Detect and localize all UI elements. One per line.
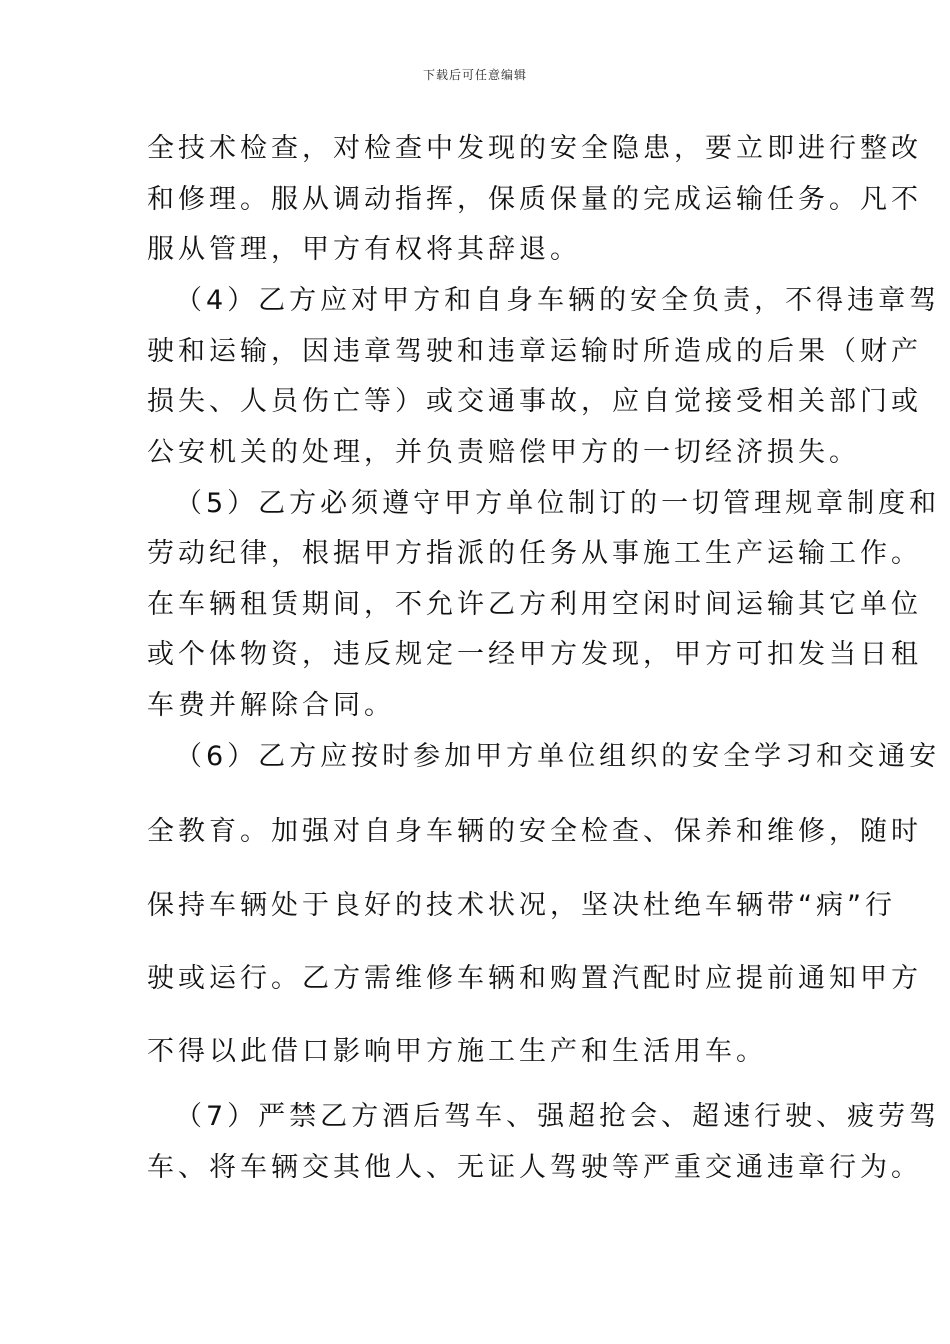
text-line: （6）乙方应按时参加甲方单位组织的安全学习和交通安 <box>175 741 941 772</box>
text-line: 或个体物资，违反规定一经甲方发现，甲方可扣发当日租 <box>147 639 922 670</box>
text-line: 不得以此借口影响甲方施工生产和生活用车。 <box>147 1036 767 1067</box>
text-line: 驶和运输，因违章驾驶和违章运输时所造成的后果（财产 <box>147 336 922 367</box>
text-line: （5）乙方必须遵守甲方单位制订的一切管理规章制度和 <box>175 488 941 519</box>
text-line: 和修理。服从调动指挥，保质保量的完成运输任务。凡不 <box>147 184 922 215</box>
text-line: 在车辆租赁期间，不允许乙方利用空闲时间运输其它单位 <box>147 589 922 620</box>
text-line: （7）严禁乙方酒后驾车、强超抢会、超速行驶、疲劳驾 <box>175 1101 941 1132</box>
text-line: 车费并解除合同。 <box>147 690 395 721</box>
text-line: 保持车辆处于良好的技术状况，坚决杜绝车辆带“病”行 <box>147 890 896 921</box>
text-line: 损失、人员伤亡等）或交通事故，应自觉接受相关部门或 <box>147 386 922 417</box>
text-line: 车、将车辆交其他人、无证人驾驶等严重交通违章行为。 <box>147 1152 922 1183</box>
text-line: 驶或运行。乙方需维修车辆和购置汽配时应提前通知甲方 <box>147 963 922 994</box>
text-line: 劳动纪律，根据甲方指派的任务从事施工生产运输工作。 <box>147 538 922 569</box>
text-line: 全教育。加强对自身车辆的安全检查、保养和维修，随时 <box>147 816 922 847</box>
text-line: （4）乙方应对甲方和自身车辆的安全负责，不得违章驾 <box>175 285 941 316</box>
page-header: 下载后可任意编辑 <box>422 68 527 82</box>
text-line: 服从管理，甲方有权将其辞退。 <box>147 234 581 265</box>
text-line: 公安机关的处理，并负责赔偿甲方的一切经济损失。 <box>147 437 860 468</box>
text-line: 全技术检查，对检查中发现的安全隐患，要立即进行整改 <box>147 133 922 164</box>
